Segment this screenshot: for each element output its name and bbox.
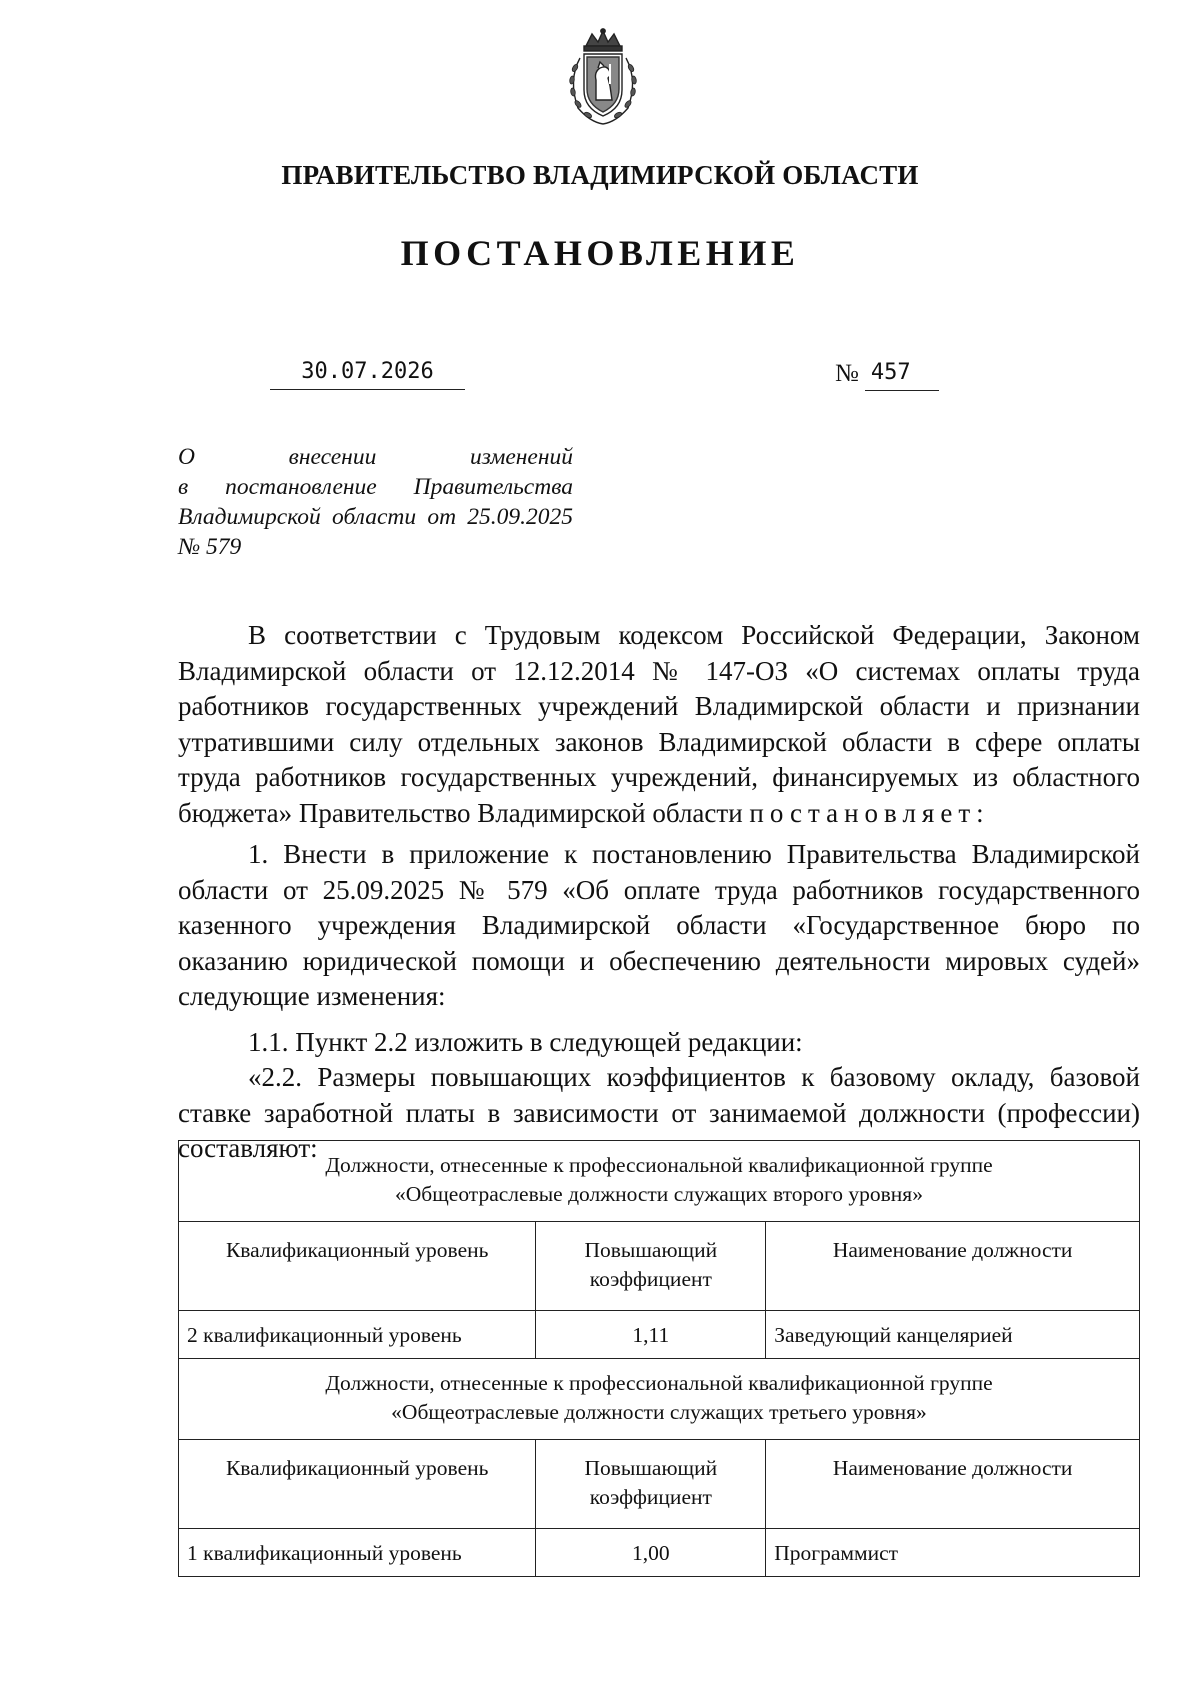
item-1-1-paragraph: 1.1. Пункт 2.2 изложить в следующей редакции: bbox=[248, 1026, 803, 1057]
preamble-text: В соответствии с Трудовым кодексом Российской Федерации, Законом Владимирской области от 12.12.2014 № 147-ОЗ «О системах оплаты труда работников государственных учреждений Владимирской области и признании утратившими силу отдельных законов Владимирской области в сфере оплаты труда работников государственных учреждений, финансируемых из областного бюджета» Правительство Владимирской области bbox=[178, 620, 1140, 828]
group-heading-line: Должности, отнесенные к профессиональной квалификационной группе bbox=[325, 1371, 993, 1395]
document-date: 30.07.2026 bbox=[270, 355, 465, 390]
position-cell: Программист bbox=[766, 1529, 1140, 1577]
item-2-2-paragraph: «2.2. Размеры повышающих коэффициентов к базовому окладу, базовой ставке заработной платы в зависимости от занимаемой должности (профессии) составляют: bbox=[178, 1062, 1140, 1163]
subject-line: О внесении изменений bbox=[178, 444, 573, 470]
subject-line: в постановление Правительства bbox=[178, 474, 573, 500]
document-number: 457 bbox=[865, 356, 939, 391]
group-heading-line: «Общеотраслевые должности служащих третьего уровня» bbox=[391, 1400, 927, 1424]
table-row bbox=[179, 1529, 1140, 1577]
header-position-cell: Наименование должности bbox=[766, 1440, 1140, 1529]
coef-cell: 1,11 bbox=[536, 1311, 766, 1359]
group-heading-line: «Общеотраслевые должности служащих второго уровня» bbox=[395, 1182, 923, 1206]
header-coef-cell bbox=[536, 1440, 766, 1529]
header-coef-line: коэффициент bbox=[589, 1267, 712, 1291]
header-position-cell: Наименование должности bbox=[766, 1222, 1140, 1311]
subject-line: Владимирской области от 25.09.2025 bbox=[178, 504, 573, 530]
item-1-paragraph: 1. Внести в приложение к постановлению Правительства Владимирской области от 25.09.2025 № 579 «Об оплате труда работников государственного казенного учреждения Владимирской области «Государственное бюро по оказанию юридической помощи и обеспечению деятельности мировых судей» следующие изменения: bbox=[178, 839, 1140, 1011]
coat-of-arms-icon bbox=[556, 28, 650, 126]
group-heading-cell bbox=[179, 1359, 1140, 1440]
header-coef-line: Повышающий bbox=[584, 1456, 718, 1480]
group-heading-cell bbox=[179, 1141, 1140, 1222]
decree-word: постановляет: bbox=[749, 797, 990, 828]
document-number-block bbox=[835, 355, 939, 391]
coefficients-table bbox=[178, 1140, 1140, 1577]
level-cell: 1 квалификационный уровень bbox=[179, 1529, 536, 1577]
header-coef-cell bbox=[536, 1222, 766, 1311]
coef-cell: 1,00 bbox=[536, 1529, 766, 1577]
subject-line: № 579 bbox=[178, 534, 242, 560]
header-level-cell: Квалификационный уровень bbox=[179, 1440, 536, 1529]
document-type-heading: ПОСТАНОВЛЕНИЕ bbox=[400, 233, 800, 273]
position-cell: Заведующий канцелярией bbox=[766, 1311, 1140, 1359]
document-subject bbox=[178, 442, 573, 562]
group-heading-line: Должности, отнесенные к профессиональной квалификационной группе bbox=[325, 1153, 993, 1177]
header-level-cell: Квалификационный уровень bbox=[179, 1222, 536, 1311]
preamble-paragraph bbox=[178, 618, 1140, 831]
level-cell: 2 квалификационный уровень bbox=[179, 1311, 536, 1359]
table-group-row bbox=[179, 1141, 1140, 1222]
table-header-row bbox=[179, 1440, 1140, 1529]
header-coef-line: Повышающий bbox=[584, 1238, 718, 1262]
table-group-row bbox=[179, 1359, 1140, 1440]
document-body bbox=[178, 618, 1140, 1167]
table-row bbox=[179, 1311, 1140, 1359]
table-header-row bbox=[179, 1222, 1140, 1311]
organization-title: ПРАВИТЕЛЬСТВО ВЛАДИМИРСКОЙ ОБЛАСТИ bbox=[281, 160, 919, 190]
number-sign: № bbox=[835, 360, 859, 387]
header-coef-line: коэффициент bbox=[589, 1485, 712, 1509]
